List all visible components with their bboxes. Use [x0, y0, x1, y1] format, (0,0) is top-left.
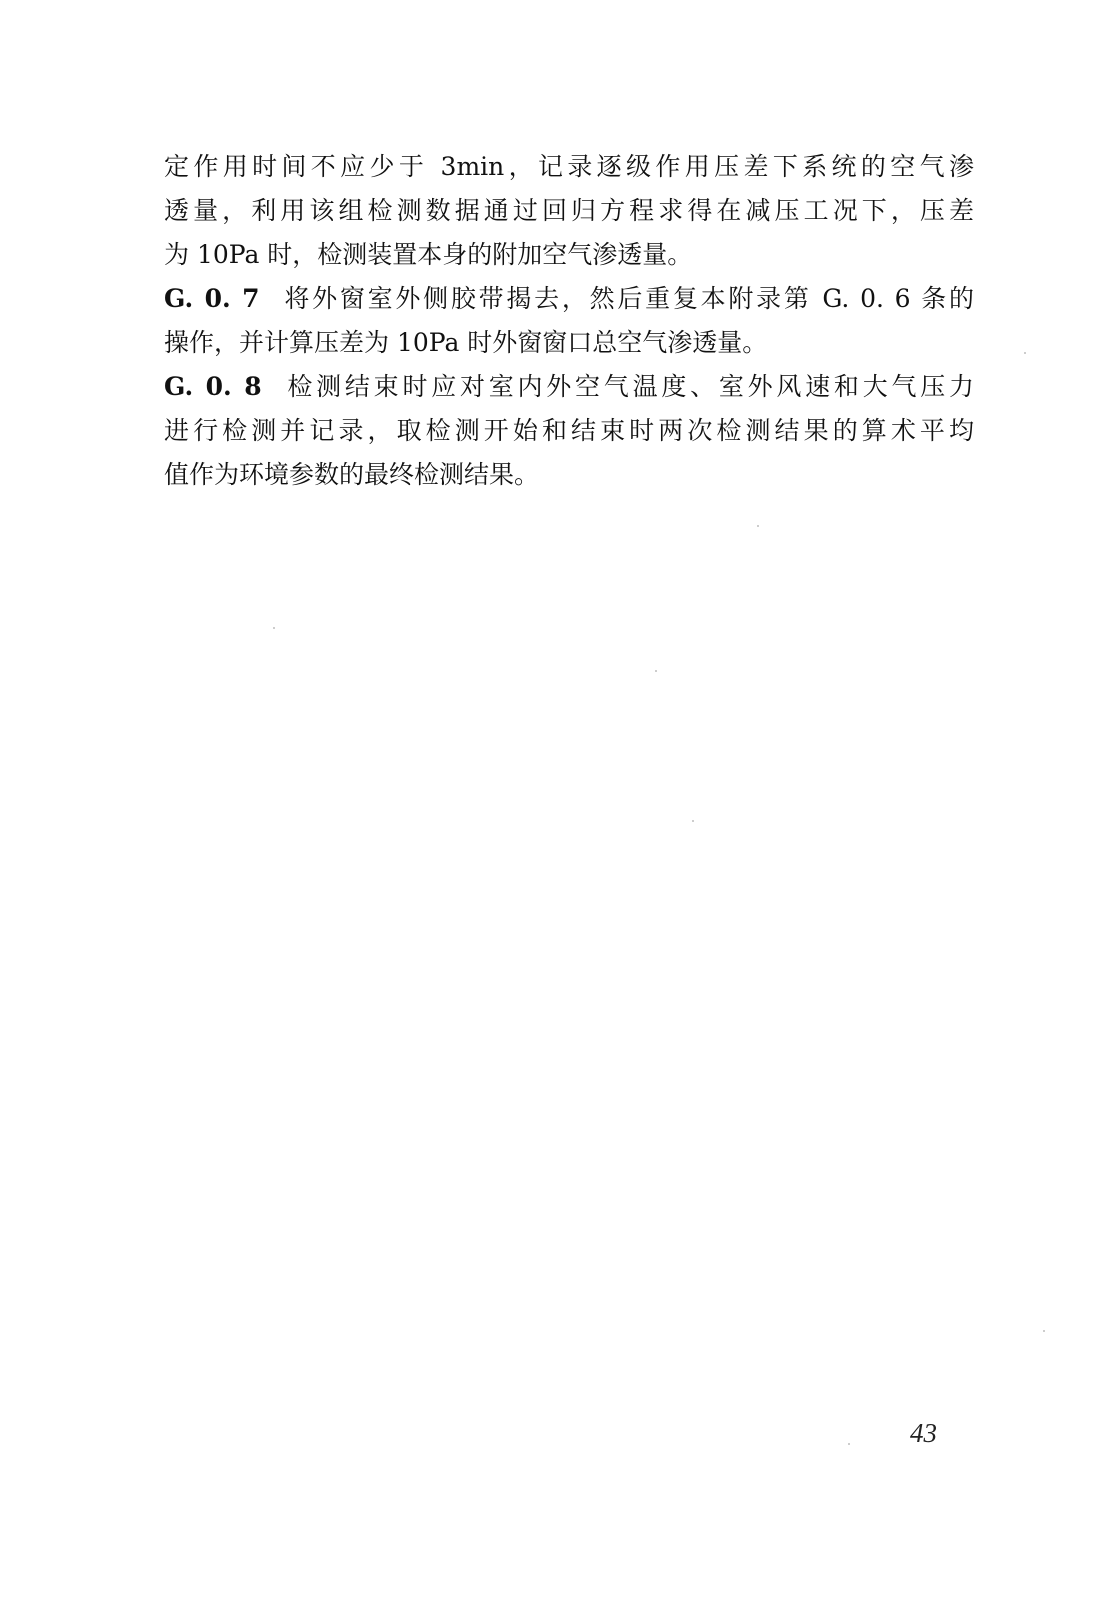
- scan-speck: [692, 820, 694, 822]
- clause-number: G. 0. 8: [164, 372, 262, 401]
- scan-speck: [757, 525, 759, 527]
- scan-speck: [273, 627, 275, 629]
- page-number: 43: [910, 1418, 937, 1448]
- text-line: 定作用时间不应少于 3min，记录逐级作用压差下系统的空气渗: [164, 152, 974, 181]
- scan-speck: [1024, 352, 1026, 354]
- text-line: 进行检测并记录，取检测开始和结束时两次检测结果的算术平均: [164, 416, 974, 445]
- scan-speck: [848, 1443, 850, 1445]
- clause-text: 将外窗室外侧胶带揭去，然后重复本附录第 G. 0. 6 条的: [281, 284, 974, 313]
- scan-speck: [655, 670, 657, 672]
- clause-g07-line: [164, 277, 974, 321]
- clause-g08-line: [164, 365, 974, 409]
- text-line: 透量，利用该组检测数据通过回归方程求得在减压工况下，压差: [164, 196, 974, 225]
- text-line: 值作为环境参数的最终检测结果。: [164, 460, 540, 489]
- scan-speck: [1043, 1330, 1045, 1332]
- body-text: [164, 145, 974, 497]
- clause-number: G. 0. 7: [164, 284, 260, 313]
- text-line: 操作，并计算压差为 10Pa 时外窗窗口总空气渗透量。: [164, 328, 768, 357]
- text-line: 为 10Pa 时，检测装置本身的附加空气渗透量。: [164, 240, 693, 269]
- clause-text: 检测结束时应对室内外空气温度、室外风速和大气压力: [283, 372, 974, 401]
